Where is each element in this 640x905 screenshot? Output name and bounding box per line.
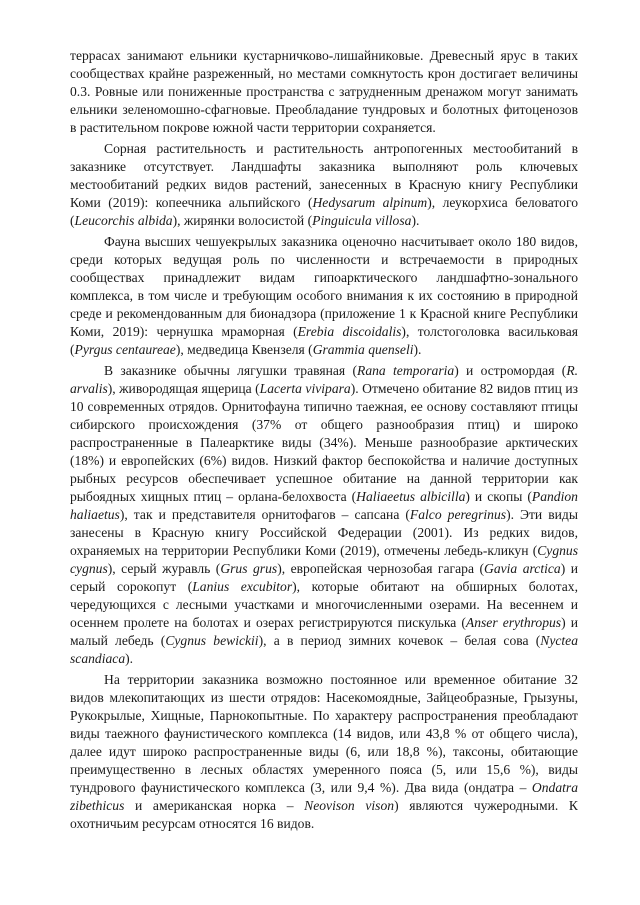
- text-run: ), живородящая ящерица (: [107, 381, 260, 396]
- text-run: ), так и представителя орнитофагов – сапсана (: [119, 507, 410, 522]
- document-page: [70, 47, 578, 836]
- latin-name: Grammia quenseli: [312, 342, 414, 357]
- paragraph-lepidoptera: [70, 233, 578, 359]
- paragraph-vegetation: [70, 47, 578, 137]
- text-run: ), жирянки волосистой (: [172, 213, 313, 228]
- latin-name: Neovison vison: [304, 798, 395, 813]
- paragraph-rare-plants: [70, 140, 578, 230]
- latin-name: Rana temporaria: [357, 363, 455, 378]
- latin-name: Anser erythropus: [465, 615, 562, 630]
- latin-name: Cygnus bewickii: [165, 633, 259, 648]
- text-run: и американская норка –: [124, 798, 305, 813]
- latin-name: Lanius excubitor: [192, 579, 293, 594]
- text-run: На территории заказника возможно постоянное или временное обитание 32 видов млекопитающих из шести отрядов: Насекомоядные, Зайцеобразные, Грызуны, Рукокрылые, Хищные, Парнокопытные. По характеру распространения преобладают виды таежного фаунистического комплекса (14 видов, или 43,8 % от общего числа), далее идут широко распространенные виды (6, или 18,8 %), таксоны, обитающие преимущественно в лесных областях умеренного пояса (5, или 15,6 %), виды тундрового фаунистического комплекса (3, или 9,4 %). Два вида (ондатра –: [70, 672, 578, 795]
- text-run: ). Эти виды занесены в Красную книгу Российской Федерации (2001). Из редких видов, охраняемых на территории Республики Коми (2019), отмечены лебедь-кликун (: [70, 507, 578, 558]
- text-run: ).: [413, 342, 422, 357]
- text-run: ), а в период зимних кочевок – белая сова (: [258, 633, 541, 648]
- text-run: ), толстоголовка васильковая (: [70, 324, 578, 357]
- latin-name: Pandion haliaetus: [70, 489, 578, 522]
- latin-name: Grus grus: [220, 561, 278, 576]
- text-run: Сорная растительность и растительность антропогенных местообитаний в заказнике отсутствует. Ландшафты заказника выполняют роль ключевых местообитаний редких видов растений, занесенных в Красную книгу Республики Коми (2019): копеечника альпийского (: [70, 141, 578, 210]
- text-run: В заказнике обычны лягушки травяная (: [104, 363, 358, 378]
- text-run: ) и скопы (: [465, 489, 532, 504]
- text-run: ) и малый лебедь (: [70, 615, 579, 648]
- text-run: ), леукорхиса беловатого (: [70, 195, 578, 228]
- latin-name: Gavia arctica: [484, 561, 561, 576]
- latin-name: Leucorchis albida: [74, 213, 173, 228]
- latin-name: Haliaeetus albicilla: [356, 489, 466, 504]
- text-run: ). Отмечено обитание 82 видов птиц из 10 современных отрядов. Орнитофауна типично таежная, ее основу составляют птицы сибирского происхождения (37% от общего разнообразия птиц) и широко распространенные в Палеарктике виды (34%). Меньше разнообразие арктических (18%) и европейских (6%) видов. Низкий фактор беспокойства и наличие доступных рыбных ресурсов обеспечивает успешное обитание на данной территории как рыбоядных хищных птиц – орлана-белохвоста (: [70, 381, 578, 504]
- latin-name: Ondatra zibethicus: [70, 780, 578, 813]
- text-run: ) и остромордая (: [454, 363, 567, 378]
- latin-name: Cygnus cygnus: [70, 543, 578, 576]
- latin-name: Lacerta vivipara: [259, 381, 351, 396]
- latin-name: Nyctea scandiaca: [70, 633, 579, 666]
- text-run: ) и серый сорокопут (: [70, 561, 578, 594]
- latin-name: Pinguicula villosa: [312, 213, 412, 228]
- latin-name: Pyrgus centaureae: [74, 342, 176, 357]
- text-run: ), серый журавль (: [107, 561, 221, 576]
- paragraph-mammals: [70, 671, 578, 833]
- paragraph-amphibians-birds: [70, 362, 578, 668]
- latin-name: R. arvalis: [70, 363, 579, 396]
- latin-name: Falco peregrinus: [409, 507, 507, 522]
- text-run: ).: [411, 213, 420, 228]
- text-run: ) являются чужеродными. К охотничьим ресурсам относятся 16 видов.: [70, 798, 579, 831]
- text-run: Фауна высших чешуекрылых заказника оценочно насчитывает около 180 видов, среди которых ведущая роль по численности и встречаемости в природных сообществах принадлежит видам гипоарктического ландшафтно-зонального комплекса, в том числе и требующим особого внимания к их состоянию в природной среде и рекомендованным для бионадзора (приложение 1 к Красной книге Республики Коми, 2019): чернушка мраморная (: [70, 234, 578, 339]
- text-run: ), которые обитают на обширных болотах, чередующихся с лесными участками и многочисленными озерами. На весеннем и осеннем пролете на болотах и озерах регистрируются пискулька (: [70, 579, 578, 630]
- text-run: ), медведица Квензеля (: [175, 342, 313, 357]
- text-run: ).: [125, 651, 134, 666]
- latin-name: Erebia discoidalis: [297, 324, 402, 339]
- latin-name: Hedysarum alpinum: [312, 195, 428, 210]
- text-run: ), европейская чернозобая гагара (: [277, 561, 484, 576]
- text-run: террасах занимают ельники кустарничково-лишайниковые. Древесный ярус в таких сообществах крайне разреженный, но местами сомкнутость крон достигает величины 0.3. Ровные или пониженные пространства с затрудненным дренажом могут занимать ельники зеленомошно-сфагновые. Преобладание тундровых и болотных фитоценозов в растительном покрове южной части территории сохраняется.: [70, 48, 578, 135]
